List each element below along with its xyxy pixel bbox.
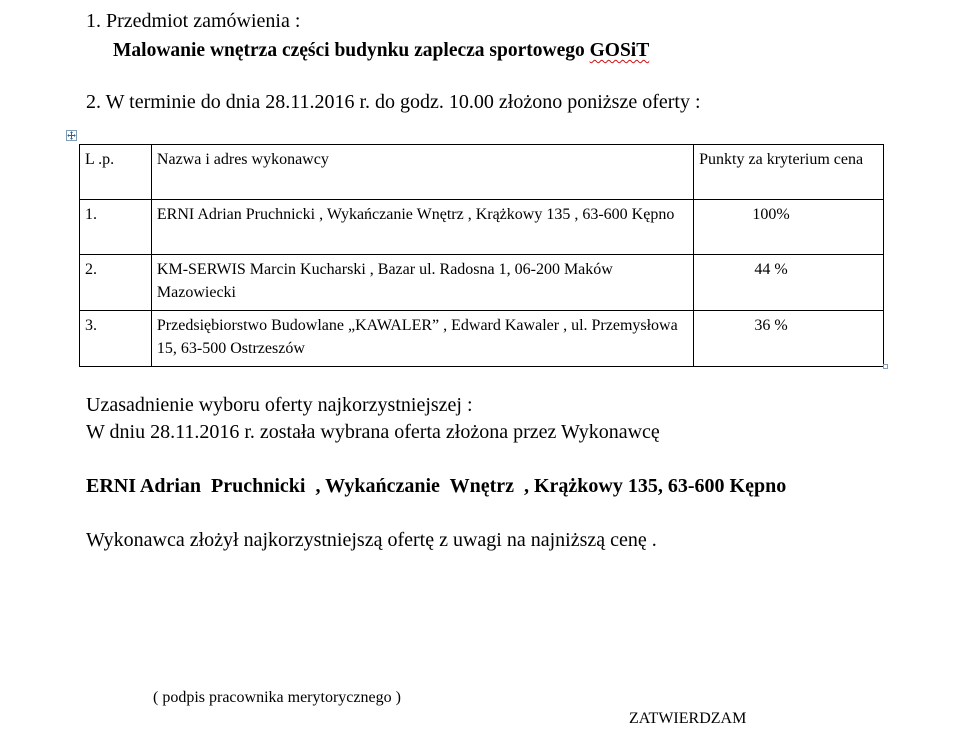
justification-line: W dniu 28.11.2016 r. została wybrana oferta złożona przez Wykonawcę: [86, 421, 660, 443]
row-lp: 3.: [80, 311, 152, 367]
row-lp: 2.: [80, 255, 152, 311]
resize-handle-icon[interactable]: [883, 364, 888, 369]
row-contractor: Przedsiębiorstwo Budowlane „KAWALER” , Edward Kawaler , ul. Przemysłowa 15, 63-500 Ostrzeszów: [151, 311, 693, 367]
move-arrows-icon: [67, 131, 76, 140]
spellcheck-flagged-word[interactable]: GOSiT: [589, 40, 650, 61]
header-contractor: Nazwa i adres wykonawcy: [151, 145, 693, 200]
row-lp: 1.: [80, 200, 152, 255]
row-points: 100%: [694, 200, 884, 255]
table-header-row: [80, 145, 884, 200]
justification-reason: Wykonawca złożył najkorzystniejszą ofertę z uwagi na najniższą cenę .: [86, 529, 657, 551]
table-row: [80, 311, 884, 367]
row-contractor: ERNI Adrian Pruchnicki , Wykańczanie Wnętrz , Krążkowy 135 , 63-600 Kępno: [151, 200, 693, 255]
offers-table: [79, 144, 884, 367]
table-row: [80, 255, 884, 311]
header-points: Punkty za kryterium cena: [694, 145, 884, 200]
header-lp: L .p.: [80, 145, 152, 200]
signature-label: ( podpis pracownika merytorycznego ): [153, 689, 401, 706]
approval-label: ZATWIERDZAM: [629, 710, 747, 727]
order-subject-text: Malowanie wnętrza części budynku zaplecza sportowego: [113, 40, 590, 61]
order-subject: [113, 40, 649, 62]
section-1-title: 1. Przedmiot zamówienia :: [86, 10, 301, 32]
row-points: 44 %: [694, 255, 884, 311]
section-2-title: 2. W terminie do dnia 28.11.2016 r. do godz. 10.00 złożono poniższe oferty :: [86, 91, 701, 113]
winning-contractor: ERNI Adrian Pruchnicki , Wykańczanie Wnętrz , Krążkowy 135, 63-600 Kępno: [86, 475, 787, 497]
table-move-handle[interactable]: [66, 130, 77, 141]
justification-heading: Uzasadnienie wyboru oferty najkorzystniejszej :: [86, 394, 473, 416]
row-points: 36 %: [694, 311, 884, 367]
table-row: [80, 200, 884, 255]
row-contractor: KM-SERWIS Marcin Kucharski , Bazar ul. Radosna 1, 06-200 Maków Mazowiecki: [151, 255, 693, 311]
